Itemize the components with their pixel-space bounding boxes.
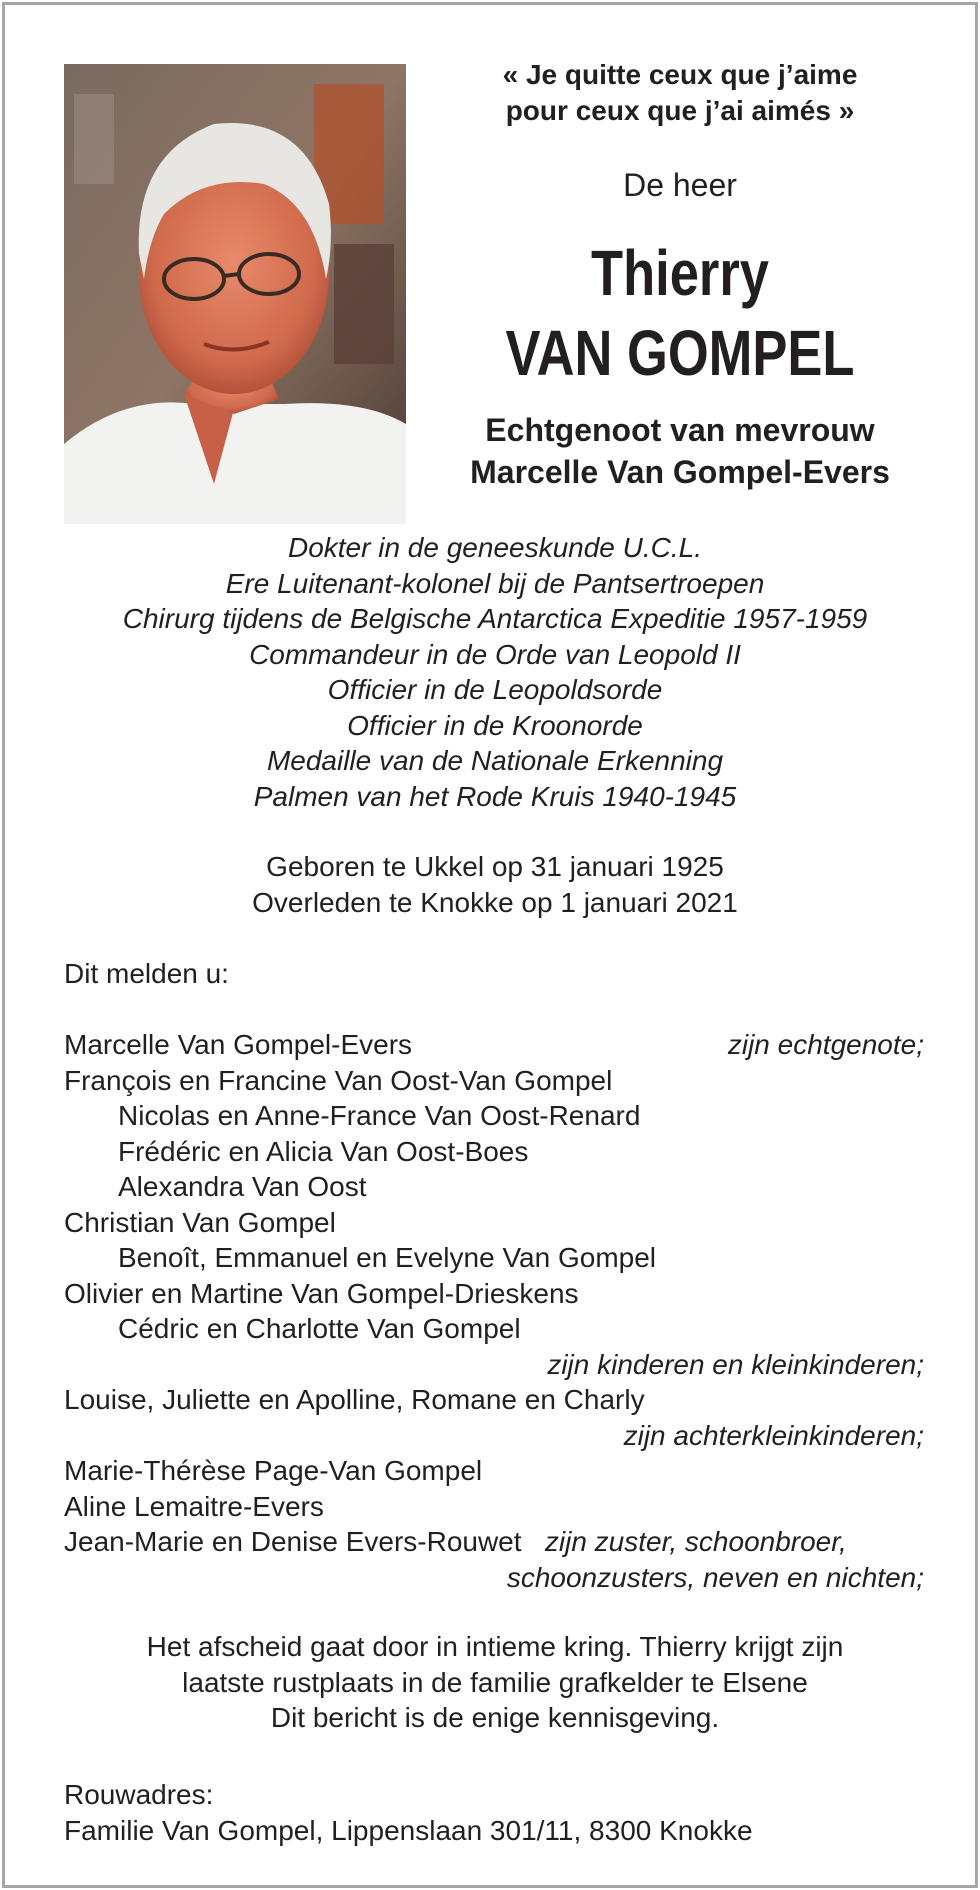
family-row [64, 1027, 924, 1063]
birth-line: Geboren te Ukkel op 31 januari 1925 [266, 851, 724, 882]
family-row [64, 1240, 924, 1276]
address-label: Rouwadres: [64, 1779, 214, 1810]
relation-label: zijn achterkleinkinderen; [623, 1419, 924, 1451]
closing-line: Dit bericht is de enige kennisgeving. [270, 1702, 720, 1733]
honor-line: Medaille van de Nationale Erkenning [266, 745, 724, 776]
closing-line: Het afscheid gaat door in intieme kring. Thierry krijgt zijn [146, 1631, 844, 1662]
family-row [64, 1276, 924, 1312]
obituary-card [2, 2, 978, 1888]
family-member: Cédric en Charlotte Van Gompel [118, 1313, 521, 1344]
first-name: Thierry [591, 237, 769, 309]
honor-line: Officier in de Kroonorde [347, 709, 643, 741]
family-row [64, 1560, 924, 1596]
family-member: Marcelle Van Gompel-Evers [64, 1029, 413, 1060]
portrait-photo [64, 64, 406, 524]
life-dates [45, 849, 945, 920]
honor-line: Dokter in de geneeskunde U.C.L. [287, 532, 703, 563]
family-row [64, 1418, 924, 1454]
family-member: François en Francine Van Oost-Van Gompel [64, 1064, 613, 1096]
family-member: Marie-Thérèse Page-Van Gompel [64, 1455, 483, 1486]
mourning-address [64, 1777, 753, 1849]
last-name: VAN GOMPEL [505, 317, 855, 389]
family-row [64, 1489, 924, 1525]
family-row [64, 1524, 924, 1560]
spouse-info [415, 409, 945, 493]
family-row [64, 1134, 924, 1170]
honor-line: Palmen van het Rode Kruis 1940-1945 [253, 780, 737, 812]
family-member: Frédéric en Alicia Van Oost-Boes [118, 1135, 529, 1167]
spouse-line: Echtgenoot van mevrouw [485, 412, 875, 448]
honor-line: Officier in de Leopoldsorde [327, 674, 663, 705]
quote [415, 57, 945, 129]
family-row [64, 1347, 924, 1383]
quote-line: pour ceux que j’ai aimés » [505, 95, 855, 126]
salutation: De heer [623, 167, 737, 203]
family-member: Benoît, Emmanuel en Evelyne Van Gompel [118, 1242, 657, 1273]
family-row [64, 1098, 924, 1134]
death-line: Overleden te Knokke op 1 januari 2021 [252, 886, 738, 918]
family-member: Olivier en Martine Van Gompel-Drieskens [64, 1277, 579, 1309]
relation-label: schoonzusters, neven en nichten; [506, 1561, 924, 1593]
deceased-name [463, 233, 898, 393]
honor-line: Ere Luitenant-kolonel bij de Pantsertroepen [225, 567, 765, 599]
family-row [64, 1311, 924, 1347]
family-list [64, 1027, 924, 1595]
honors-list [45, 530, 945, 814]
relation-label: zijn echtgenote; [727, 1029, 924, 1060]
family-member: Nicolas en Anne-France Van Oost-Renard [118, 1100, 641, 1131]
family-row [64, 1063, 924, 1099]
relation-label: zijn zuster, schoonbroer, [529, 1526, 847, 1557]
relation-label: zijn kinderen en kleinkinderen; [547, 1348, 924, 1380]
family-member: Louise, Juliette en Apolline, Romane en Charly [64, 1384, 645, 1415]
closing-notice [45, 1629, 945, 1736]
family-member: Jean-Marie en Denise Evers-Rouwet [64, 1526, 522, 1557]
family-member: Alexandra Van Oost [118, 1171, 367, 1202]
closing-line: laatste rustplaats in de familie grafkelder te Elsene [182, 1666, 808, 1698]
family-row [64, 1382, 924, 1418]
family-member: Christian Van Gompel [64, 1206, 336, 1238]
quote-line: « Je quitte ceux que j’aime [502, 59, 858, 90]
announcement: Dit melden u: [64, 958, 229, 989]
honor-line: Chirurg tijdens de Belgische Antarctica Expeditie 1957-1959 [122, 603, 868, 634]
family-row [64, 1205, 924, 1241]
family-row [64, 1453, 924, 1489]
spouse-line: Marcelle Van Gompel-Evers [470, 454, 890, 490]
family-row [64, 1169, 924, 1205]
honor-line: Commandeur in de Orde van Leopold II [249, 638, 741, 670]
family-member: Aline Lemaitre-Evers [64, 1490, 324, 1522]
address-line: Familie Van Gompel, Lippenslaan 301/11, 8300 Knokke [64, 1815, 753, 1846]
